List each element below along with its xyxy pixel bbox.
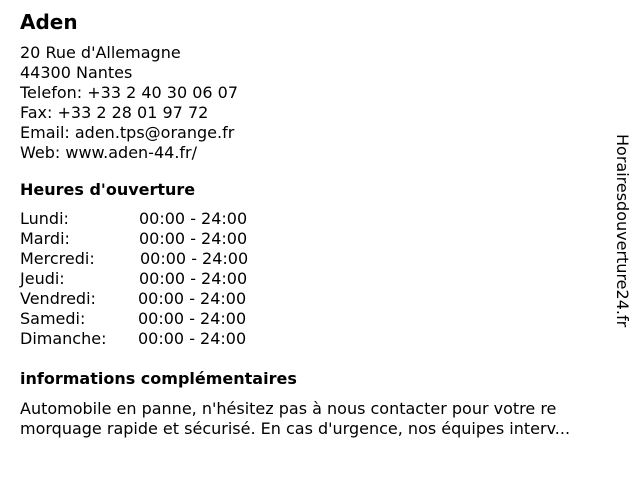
- time-range: 00:00 - 24:00: [139, 229, 248, 248]
- hours-row: [20, 309, 612, 329]
- time-range: 00:00 - 24:00: [138, 329, 247, 348]
- hours-table: [20, 209, 612, 349]
- website: Web: www.aden-44.fr/: [20, 143, 197, 162]
- hours-row: [20, 289, 612, 309]
- hours-heading: Heures d'ouverture: [20, 180, 196, 199]
- day-label: Dimanche:: [20, 329, 107, 348]
- contact-block: [20, 43, 612, 163]
- phone-number: Telefon: +33 2 40 30 06 07: [20, 83, 239, 102]
- hours-row: [20, 329, 612, 349]
- address-street: 20 Rue d'Allemagne: [20, 43, 181, 62]
- fax-number: Fax: +33 2 28 01 97 72: [20, 103, 209, 122]
- email-address: Email: aden.tps@orange.fr: [20, 123, 235, 142]
- time-range: 00:00 - 24:00: [138, 289, 247, 308]
- time-range: 00:00 - 24:00: [139, 209, 248, 228]
- hours-row: [20, 209, 612, 229]
- business-name: Aden: [20, 10, 78, 34]
- info-text-line: morquage rapide et sécurisé. En cas d'urgence, nos équipes interv...: [20, 419, 571, 438]
- day-label: Mardi:: [20, 229, 70, 248]
- address-city: 44300 Nantes: [20, 63, 133, 82]
- time-range: 00:00 - 24:00: [140, 249, 249, 268]
- business-listing: [20, 10, 612, 439]
- site-watermark: Horairesdouverture24.fr: [613, 134, 632, 328]
- day-label: Samedi:: [20, 309, 86, 328]
- hours-row: [20, 269, 612, 289]
- time-range: 00:00 - 24:00: [139, 269, 248, 288]
- info-heading: informations complémentaires: [20, 369, 297, 388]
- hours-row: [20, 249, 612, 269]
- day-label: Vendredi:: [20, 289, 96, 308]
- time-range: 00:00 - 24:00: [138, 309, 247, 328]
- day-label: Mercredi:: [20, 249, 95, 268]
- info-description: [20, 399, 612, 439]
- info-text-line: Automobile en panne, n'hésitez pas à nous contacter pour votre re: [20, 399, 557, 418]
- hours-row: [20, 229, 612, 249]
- day-label: Jeudi:: [20, 269, 65, 288]
- day-label: Lundi:: [20, 209, 69, 228]
